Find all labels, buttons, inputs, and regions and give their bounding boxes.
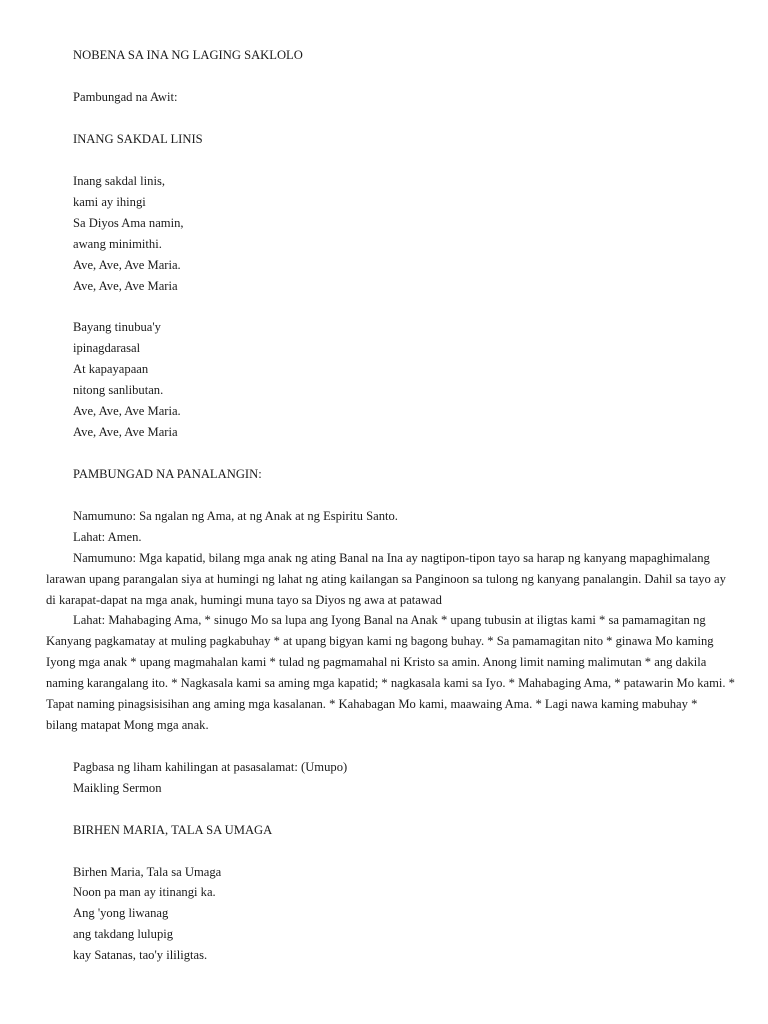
prayer-line: Lahat: Mahabaging Ama, * sinugo Mo sa lupa ang Iyong Banal na Anak * upang tubusin at iligtas kami * sa pamamagitan ng bbox=[73, 613, 706, 627]
song-line: Ave, Ave, Ave Maria. bbox=[73, 258, 181, 272]
song-title: INANG SAKDAL LINIS bbox=[73, 132, 203, 146]
document-title: NOBENA SA INA NG LAGING SAKLOLO bbox=[73, 48, 303, 62]
song-line: ang takdang lulupig bbox=[73, 927, 174, 941]
song-line: awang minimithi. bbox=[73, 237, 162, 251]
song-line: Ang 'yong liwanag bbox=[73, 906, 169, 920]
song-line: Ave, Ave, Ave Maria bbox=[73, 279, 178, 293]
prayer-line: di karapat-dapat na mga anak, humingi muna tayo sa Diyos ng awa at patawad bbox=[46, 593, 442, 607]
song-line: Birhen Maria, Tala sa Umaga bbox=[73, 865, 222, 879]
song-line: Ave, Ave, Ave Maria. bbox=[73, 404, 181, 418]
prayer-line: naming karangalang ito. * Nagkasala kami sa aming mga kapatid; * nagkasala kami sa Iyo. * Mahabaging Ama, * patawarin Mo kami. * bbox=[46, 676, 735, 690]
song-line: Sa Diyos Ama namin, bbox=[73, 216, 184, 230]
prayer-line: Tapat naming pinagsisisihan ang aming mga kasalanan. * Kahabagan Mo kami, maawaing Ama. * Lagi nawa kaming mabuhay * bbox=[46, 697, 698, 711]
sermon-line: Maikling Sermon bbox=[73, 781, 162, 795]
prayer-line: Lahat: Amen. bbox=[73, 530, 142, 544]
song-line: Ave, Ave, Ave Maria bbox=[73, 425, 178, 439]
song-line: Bayang tinubua'y bbox=[73, 320, 161, 334]
prayer-line: bilang matapat Mong mga anak. bbox=[46, 718, 209, 732]
song-line: ipinagdarasal bbox=[73, 341, 141, 355]
prayer-line: larawan upang parangalan siya at humingi ng lahat ng ating kailangan sa Panginoon sa tulong ng kanyang panalangin. Dahil sa tayo ay bbox=[46, 572, 726, 586]
song-line: kay Satanas, tao'y ililigtas. bbox=[73, 948, 208, 962]
opening-song-label: Pambungad na Awit: bbox=[73, 90, 178, 104]
prayer-line: Namumuno: Sa ngalan ng Ama, at ng Anak at ng Espiritu Santo. bbox=[73, 509, 398, 523]
prayer-heading: PAMBUNGAD NA PANALANGIN: bbox=[73, 467, 262, 481]
prayer-line: Namumuno: Mga kapatid, bilang mga anak ng ating Banal na Ina ay nagtipon-tipon tayo sa harap ng kanyang mapaghimalang bbox=[73, 551, 710, 565]
song-line: Noon pa man ay itinangi ka. bbox=[73, 885, 216, 899]
prayer-line: Kanyang pagkamatay at muling pagkabuhay * at upang bigyan kami ng bagong buhay. * Sa pamamagitan nito * ginawa Mo kaming bbox=[46, 634, 714, 648]
song-line: kami ay ihingi bbox=[73, 195, 146, 209]
prayer-line: Iyong mga anak * upang magmahalan kami * tulad ng pagmamahal ni Kristo sa amin. Anong limit naming malimutan * ang dakila bbox=[46, 655, 707, 669]
song-line: nitong sanlibutan. bbox=[73, 383, 164, 397]
song-line: Inang sakdal linis, bbox=[73, 174, 165, 188]
reading-line: Pagbasa ng liham kahilingan at pasasalamat: (Umupo) bbox=[73, 760, 348, 774]
song-line: At kapayapaan bbox=[73, 362, 149, 376]
song-title: BIRHEN MARIA, TALA SA UMAGA bbox=[73, 823, 273, 837]
